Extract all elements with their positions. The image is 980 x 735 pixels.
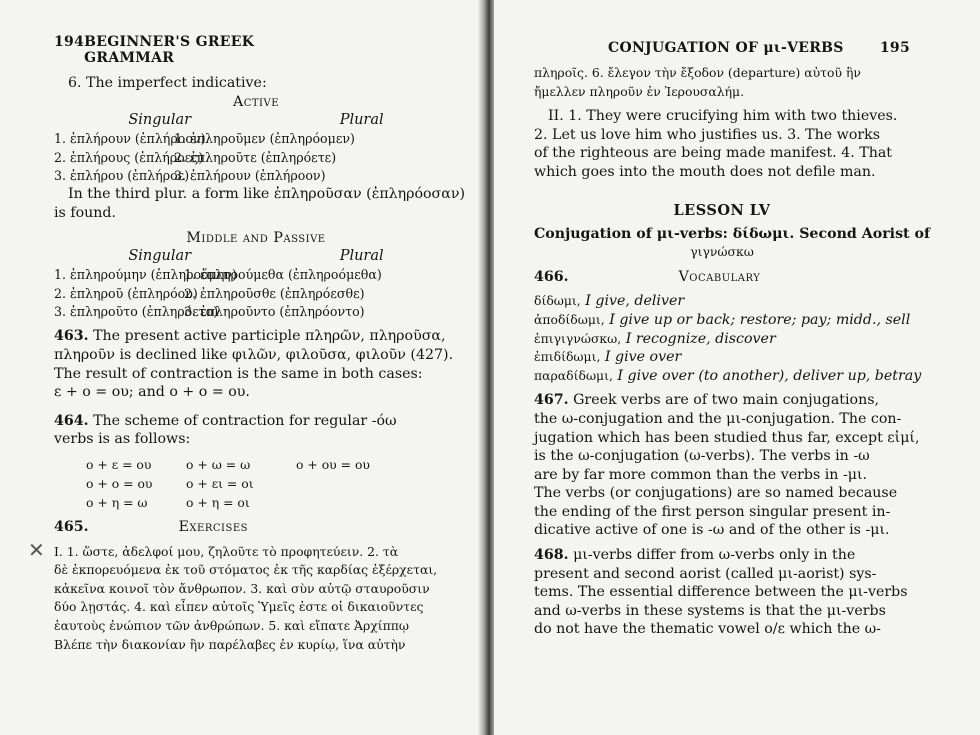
section-468-line-5: do not have the thematic vowel ο/ε which the ω- xyxy=(534,621,881,638)
section-467-line-2: the ω-conjugation and the μι-conjugation. The con- xyxy=(534,410,902,427)
scheme-cell: ο + η = οι xyxy=(186,494,250,510)
active-row-3-pl: 3. ἐπλήρουν (ἐπλήροον) xyxy=(174,168,326,183)
vocab-english: I recognize, discover xyxy=(621,330,776,347)
exercise-line-1: I. 1. ὥστε, ἀδελφοί μου, ζηλοῦτε τὸ προφητεύειν. 2. τὰ xyxy=(54,543,399,559)
active-row-2-pl: 2. ἐπληροῦτε (ἐπληρόετε) xyxy=(174,149,337,165)
section-467-line-6: The verbs (or conjugations) are so named because xyxy=(534,485,898,502)
section-464-line-1: 464. The scheme of contraction for regular -όω xyxy=(54,412,397,429)
vocabulary-heading: Vocabulary xyxy=(678,268,761,285)
section-464-line-2: verbs is as follows: xyxy=(54,431,191,448)
active-row-1-pl: 1. ἐπληροῦμεν (ἐπληρόομεν) xyxy=(174,131,355,147)
scheme-cell: ο + ου = ου xyxy=(296,456,370,472)
lesson-subtitle-line-1: Conjugation of μι-verbs: δίδωμι. Second Aorist of xyxy=(534,225,931,242)
mp-column-headers xyxy=(54,247,458,266)
left-running-head: BEGINNER'S GREEK GRAMMAR xyxy=(84,34,255,66)
scheme-cell: ο + η = ω xyxy=(86,494,148,510)
section-468-line-3: tems. The essential difference between the μι-verbs xyxy=(534,584,908,601)
section-467-line-1: 467. Greek verbs are of two main conjugations, xyxy=(534,392,880,409)
scheme-cell xyxy=(296,474,386,493)
exercise-ii-line-2: 2. Let us love him who justifies us. 3. The works xyxy=(534,126,881,143)
vocab-entry xyxy=(534,367,922,386)
middle-passive-paradigm xyxy=(54,266,458,321)
section-467-line-4: is the ω-conjugation (ω-verbs). The verbs in -ω xyxy=(534,448,870,465)
note-line-2: is found. xyxy=(54,205,116,221)
section-463-number: 463. xyxy=(54,328,89,345)
section-468-number: 468. xyxy=(534,547,569,564)
mp-row-3-pl: 3. ἐπληροῦντο (ἐπληρόοντο) xyxy=(184,304,365,319)
scheme-cell: ο + ο = ου xyxy=(86,475,153,491)
vocab-greek: δίδωμι, xyxy=(534,293,581,309)
section-466-number: 466. xyxy=(534,268,569,285)
section-467-line-5: are by far more common than the verbs in -μι. xyxy=(534,466,868,483)
vocab-entry xyxy=(534,292,910,311)
imperfect-heading: 6. The imperfect indicative: xyxy=(68,75,267,91)
vocab-english: I give, deliver xyxy=(580,293,685,310)
vocab-greek: ἐπιγιγνώσκω, xyxy=(534,330,622,346)
exercises-heading: Exercises xyxy=(178,518,248,535)
contraction-scheme xyxy=(86,455,458,512)
section-467-line-3: jugation which has been studied thus far, except εἰμί, xyxy=(534,429,920,446)
left-page-number: 194 xyxy=(54,34,85,50)
continued-exercise-line-2: ἤμελλεν πληροῦν ἐν Ἰερουσαλήμ. xyxy=(534,83,745,99)
right-page-number: 195 xyxy=(879,40,910,56)
section-467-line-8: dicative active of one is -ω and of the other is -μι. xyxy=(534,522,890,539)
exercise-line-3: κἀκεῖνα κοινοῖ τὸν ἄνθρωπον. 3. καὶ σὺν αὐτῷ σταυροῦσιν xyxy=(54,580,430,596)
mp-row-2-pl: 2. ἐπληροῦσθε (ἐπληρόεσθε) xyxy=(184,285,365,301)
note-line-1: In the third plur. a form like ἐπληροῦσαν (ἐπληρόοσαν) xyxy=(68,186,465,203)
right-running-head: CONJUGATION OF μι-VERBS xyxy=(608,40,844,56)
active-heading: Active xyxy=(232,93,280,110)
active-column-headers xyxy=(54,111,458,130)
active-row-2-sg: 2. ἐπλήρους (ἐπλήροες) xyxy=(54,149,204,165)
lesson-title: LESSON LV xyxy=(673,201,771,219)
vocab-english: I give over (to another), deliver up, betray xyxy=(612,367,922,384)
vocab-greek: ἀποδίδωμι, xyxy=(534,311,605,327)
vocab-entry xyxy=(534,348,910,367)
left-header xyxy=(54,34,458,66)
section-468-line-2: present and second aorist (called μι-aorist) sys- xyxy=(534,565,877,582)
section-468-line-1: 468. μι-verbs differ from ω-verbs only in the xyxy=(534,547,856,564)
active-paradigm xyxy=(54,130,458,185)
section-466-heading xyxy=(534,268,910,287)
vocab-entry xyxy=(534,330,910,349)
lesson-subtitle-line-2: γιγνώσκω xyxy=(690,244,754,260)
right-page xyxy=(494,0,980,735)
scheme-cell: ο + ει = οι xyxy=(186,475,254,491)
left-page xyxy=(0,0,484,735)
exercise-ii-line-4: which goes into the mouth does not defile man. xyxy=(534,163,876,180)
section-467-line-7: the ending of the first person singular present in- xyxy=(534,503,891,520)
scheme-cell: ο + ω = ω xyxy=(186,456,251,472)
mp-row-1-sg: 1. ἐπληρούμην (ἐπληροόμην) xyxy=(54,267,237,283)
section-463-line-3: The result of contraction is the same in both cases: xyxy=(54,365,423,382)
section-465-heading xyxy=(54,518,458,537)
mp-singular-label: Singular xyxy=(128,248,192,265)
exercise-line-4: δύο λῃστάς. 4. καὶ εἶπεν αὐτοῖς Ὑμεῖς ἐστε οἱ δικαιοῦντες xyxy=(54,599,424,615)
exercise-ii-line-1: II. 1. They were crucifying him with two thieves. xyxy=(548,108,898,125)
pencil-mark-icon: ✕ xyxy=(28,538,45,562)
active-row-3-sg: 3. ἐπλήρου (ἐπλήροε) xyxy=(54,168,190,183)
section-463-line-2: πληροῦν is declined like φιλῶν, φιλοῦσα, φιλοῦν (427). xyxy=(54,347,454,363)
active-row-1-sg: 1. ἐπλήρουν (ἐπλήροον) xyxy=(54,131,206,147)
section-468-line-4: and ω-verbs in these systems is that the μι-verbs xyxy=(534,602,886,619)
section-464-number: 464. xyxy=(54,412,89,429)
exercise-line-6: Βλέπε τὴν διακονίαν ἣν παρέλαβες ἐν κυρίῳ, ἵνα αὐτὴν xyxy=(54,636,406,652)
mp-row-1-pl: 1. ἐπληρούμεθα (ἐπληροόμεθα) xyxy=(184,267,382,283)
vocab-entry xyxy=(534,311,910,330)
section-465-number: 465. xyxy=(54,518,89,535)
section-463-line-4: ε + ο = ου; and ο + ο = ου. xyxy=(54,384,250,401)
exercise-line-5: ἑαυτοὺς ἐνώπιον τῶν ἀνθρώπων. 5. καὶ εἴπατε Ἀρχίππῳ xyxy=(54,617,409,633)
vocab-greek: ἐπιδίδωμι, xyxy=(534,349,601,365)
middle-passive-heading: Middle and Passive xyxy=(186,229,326,246)
mp-plural-label: Plural xyxy=(339,248,384,265)
section-467-number: 467. xyxy=(534,392,569,409)
vocab-english: I give over xyxy=(600,349,682,366)
mp-row-2-sg: 2. ἐπληροῦ (ἐπληρόου) xyxy=(54,285,198,301)
continued-exercise-line-1: πληροῖς. 6. ἔλεγον τὴν ἔξοδον (departure) αὐτοῦ ἣν xyxy=(534,65,861,80)
vocab-greek: παραδίδωμι, xyxy=(534,367,613,383)
mp-row-3-sg: 3. ἐπληροῦτο (ἐπληρόετο) xyxy=(54,304,219,319)
plural-label: Plural xyxy=(339,112,384,129)
vocab-english: I give up or back; restore; pay; midd., sell xyxy=(604,311,911,328)
scheme-cell xyxy=(296,493,386,512)
right-header xyxy=(534,40,910,56)
exercise-line-2: δὲ ἐκπορευόμενα ἐκ τοῦ στόματος ἐκ τῆς καρδίας ἐξέρχεται, xyxy=(54,562,438,578)
scheme-cell: ο + ε = ου xyxy=(86,456,152,472)
exercise-ii-line-3: of the righteous are being made manifest. 4. That xyxy=(534,145,892,162)
section-463-line-1: 463. The present active participle πληρῶν, πληροῦσα, xyxy=(54,328,446,345)
singular-label: Singular xyxy=(128,112,192,129)
